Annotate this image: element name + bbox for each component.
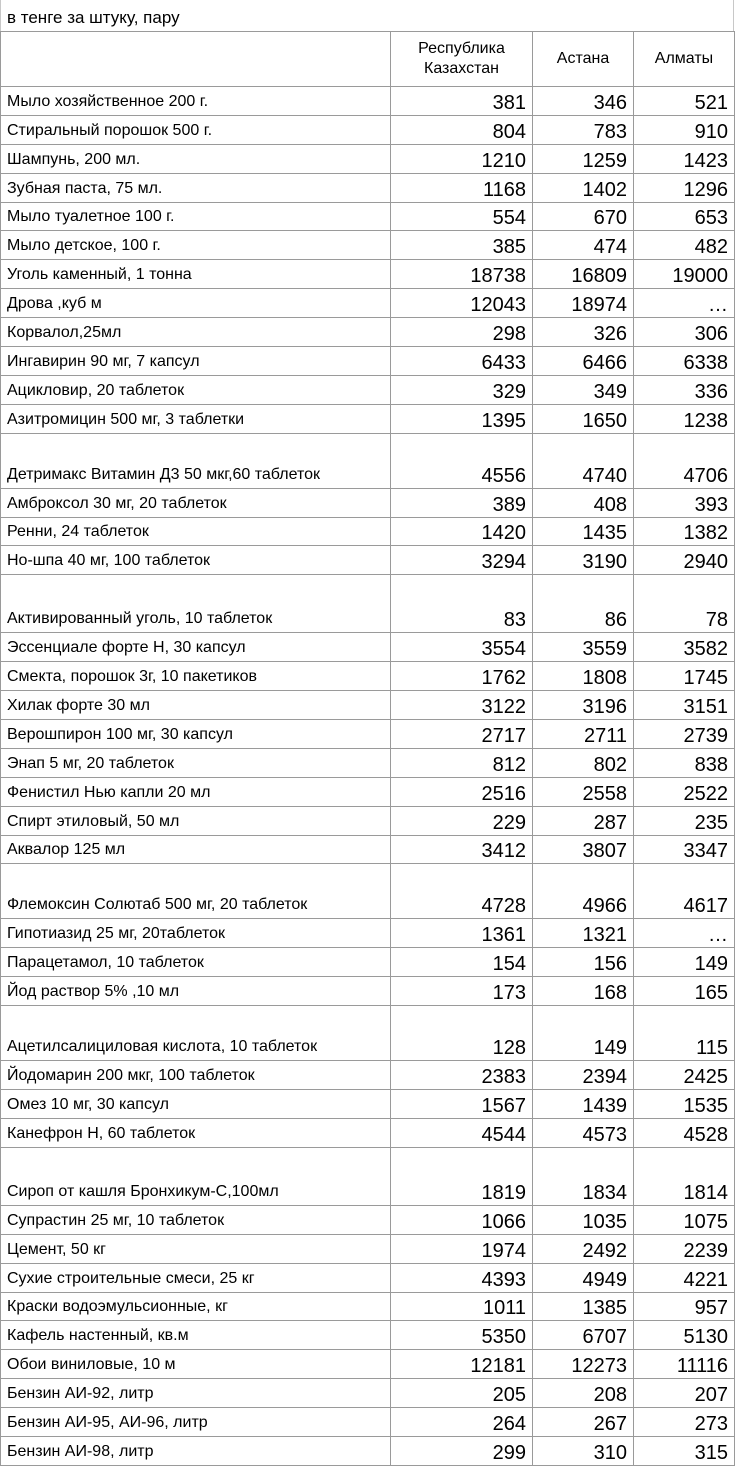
almaty-price-cell: 653 [634,202,735,231]
product-name-cell: Мыло детское, 100 г. [1,231,391,260]
kazakhstan-price-cell: 2717 [391,720,533,749]
almaty-price-cell: 115 [634,1006,735,1061]
kazakhstan-price-cell: 385 [391,231,533,260]
almaty-price-cell: 2940 [634,546,735,575]
astana-price-cell: 1439 [533,1090,634,1119]
astana-price-cell: 1435 [533,517,634,546]
astana-price-cell: 149 [533,1006,634,1061]
kazakhstan-price-cell: 83 [391,575,533,633]
product-name-cell: Спирт этиловый, 50 мл [1,806,391,835]
product-name-cell: Детримакс Витамин Д3 50 мкг,60 таблеток [1,433,391,488]
table-row [1,1147,735,1205]
product-name-cell: Зубная паста, 75 мл. [1,173,391,202]
kazakhstan-price-cell: 1361 [391,919,533,948]
kazakhstan-price-cell: 1762 [391,662,533,691]
table-row [1,1379,735,1408]
almaty-price-cell: 11116 [634,1350,735,1379]
product-name-cell: Корвалол,25мл [1,318,391,347]
product-name-cell: Аквалор 125 мл [1,835,391,864]
kazakhstan-price-cell: 1974 [391,1234,533,1263]
almaty-price-cell: … [634,919,735,948]
table-row [1,260,735,289]
almaty-price-cell: 273 [634,1408,735,1437]
almaty-price-cell: 1535 [634,1090,735,1119]
almaty-price-cell: 1382 [634,517,735,546]
kazakhstan-price-cell: 1395 [391,404,533,433]
astana-price-cell: 802 [533,748,634,777]
table-row [1,691,735,720]
kazakhstan-price-cell: 298 [391,318,533,347]
astana-price-cell: 2711 [533,720,634,749]
product-name-cell: Смекта, порошок 3г, 10 пакетиков [1,662,391,691]
product-name-cell: Флемоксин Солютаб 500 мг, 20 таблеток [1,864,391,919]
kazakhstan-price-cell: 1567 [391,1090,533,1119]
astana-price-cell: 208 [533,1379,634,1408]
product-name-cell: Йод раствор 5% ,10 мл [1,977,391,1006]
astana-price-cell: 1259 [533,144,634,173]
almaty-price-cell: 910 [634,115,735,144]
almaty-price-cell: 521 [634,87,735,116]
almaty-price-cell: 4617 [634,864,735,919]
product-name-cell: Энап 5 мг, 20 таблеток [1,748,391,777]
almaty-price-cell: 2522 [634,777,735,806]
product-name-cell: Амброксол 30 мг, 20 таблеток [1,488,391,517]
almaty-price-cell: 1238 [634,404,735,433]
almaty-price-cell: 5130 [634,1321,735,1350]
kazakhstan-price-cell: 1420 [391,517,533,546]
almaty-price-cell: 4221 [634,1263,735,1292]
almaty-price-cell: 1745 [634,662,735,691]
table-row [1,144,735,173]
product-name-cell: Ингавирин 90 мг, 7 капсул [1,347,391,376]
table-row [1,919,735,948]
astana-price-cell: 670 [533,202,634,231]
product-name-cell: Верошпирон 100 мг, 30 капсул [1,720,391,749]
almaty-price-cell: 3151 [634,691,735,720]
kazakhstan-price-cell: 205 [391,1379,533,1408]
almaty-price-cell: 838 [634,748,735,777]
almaty-price-cell: 1814 [634,1147,735,1205]
product-name-cell: Омез 10 мг, 30 капсул [1,1090,391,1119]
astana-price-cell: 783 [533,115,634,144]
almaty-price-cell: 957 [634,1292,735,1321]
product-name-cell: Уголь каменный, 1 тонна [1,260,391,289]
almaty-price-cell: 3347 [634,835,735,864]
almaty-price-cell: 1296 [634,173,735,202]
product-name-cell: Ренни, 24 таблеток [1,517,391,546]
product-name-cell: Хилак форте 30 мл [1,691,391,720]
table-row [1,1090,735,1119]
table-row [1,1205,735,1234]
kazakhstan-price-cell: 812 [391,748,533,777]
astana-price-cell: 1321 [533,919,634,948]
kazakhstan-price-cell: 3554 [391,633,533,662]
astana-price-cell: 346 [533,87,634,116]
almaty-price-cell: 306 [634,318,735,347]
table-row [1,633,735,662]
kazakhstan-price-cell: 154 [391,948,533,977]
almaty-price-cell: 4528 [634,1118,735,1147]
table-row [1,173,735,202]
table-row [1,777,735,806]
table-body [1,87,735,1466]
astana-price-cell: 474 [533,231,634,260]
kazakhstan-price-cell: 18738 [391,260,533,289]
header-row [1,32,735,87]
almaty-price-cell: 1423 [634,144,735,173]
product-name-cell: Мыло туалетное 100 г. [1,202,391,231]
almaty-price-cell: 2239 [634,1234,735,1263]
astana-price-cell: 4966 [533,864,634,919]
product-name-cell: Шампунь, 200 мл. [1,144,391,173]
almaty-price-cell: 393 [634,488,735,517]
table-row [1,375,735,404]
kazakhstan-price-cell: 264 [391,1408,533,1437]
table-row [1,433,735,488]
table-row [1,835,735,864]
table-row [1,1061,735,1090]
astana-price-cell: 18974 [533,289,634,318]
table-row [1,318,735,347]
product-name-cell: Сироп от кашля Бронхикум-С,100мл [1,1147,391,1205]
product-name-cell: Краски водоэмульсионные, кг [1,1292,391,1321]
kazakhstan-price-cell: 299 [391,1436,533,1465]
table-row [1,948,735,977]
kazakhstan-price-cell: 6433 [391,347,533,376]
almaty-price-cell: 149 [634,948,735,977]
table-row [1,1321,735,1350]
astana-price-cell: 2394 [533,1061,634,1090]
table-row [1,748,735,777]
almaty-price-cell: 2425 [634,1061,735,1090]
astana-price-cell: 1035 [533,1205,634,1234]
table-row [1,1292,735,1321]
astana-price-cell: 86 [533,575,634,633]
astana-price-cell: 1834 [533,1147,634,1205]
astana-price-cell: 3559 [533,633,634,662]
astana-price-cell: 4949 [533,1263,634,1292]
header-almaty: Алматы [634,32,735,87]
table-row [1,87,735,116]
kazakhstan-price-cell: 1066 [391,1205,533,1234]
units-caption: в тенге за штуку, пару [7,8,180,27]
header-kazakhstan: Республика Казахстан [391,32,533,87]
product-name-cell: Бензин АИ-98, литр [1,1436,391,1465]
kazakhstan-price-cell: 3294 [391,546,533,575]
astana-price-cell: 1650 [533,404,634,433]
almaty-price-cell: 165 [634,977,735,1006]
product-name-cell: Парацетамол, 10 таблеток [1,948,391,977]
product-name-cell: Супрастин 25 мг, 10 таблеток [1,1205,391,1234]
astana-price-cell: 2492 [533,1234,634,1263]
astana-price-cell: 326 [533,318,634,347]
almaty-price-cell: 6338 [634,347,735,376]
table-row [1,662,735,691]
astana-price-cell: 1402 [533,173,634,202]
astana-price-cell: 3190 [533,546,634,575]
kazakhstan-price-cell: 1011 [391,1292,533,1321]
table-row [1,1234,735,1263]
astana-price-cell: 12273 [533,1350,634,1379]
kazakhstan-price-cell: 173 [391,977,533,1006]
product-name-cell: Сухие строительные смеси, 25 кг [1,1263,391,1292]
kazakhstan-price-cell: 229 [391,806,533,835]
table-row [1,488,735,517]
table-row [1,1263,735,1292]
astana-price-cell: 267 [533,1408,634,1437]
product-name-cell: Йодомарин 200 мкг, 100 таблеток [1,1061,391,1090]
table-row [1,1118,735,1147]
almaty-price-cell: 2739 [634,720,735,749]
table-row [1,115,735,144]
almaty-price-cell: 3582 [634,633,735,662]
astana-price-cell: 1808 [533,662,634,691]
almaty-price-cell: 207 [634,1379,735,1408]
astana-price-cell: 3807 [533,835,634,864]
kazakhstan-price-cell: 4728 [391,864,533,919]
kazakhstan-price-cell: 329 [391,375,533,404]
almaty-price-cell: 336 [634,375,735,404]
price-table [0,31,735,1466]
table-row [1,546,735,575]
kazakhstan-price-cell: 1819 [391,1147,533,1205]
kazakhstan-price-cell: 1210 [391,144,533,173]
product-name-cell: Азитромицин 500 мг, 3 таблетки [1,404,391,433]
astana-price-cell: 4740 [533,433,634,488]
table-row [1,977,735,1006]
kazakhstan-price-cell: 1168 [391,173,533,202]
almaty-price-cell: 4706 [634,433,735,488]
kazakhstan-price-cell: 3412 [391,835,533,864]
table-row [1,347,735,376]
product-name-cell: Дрова ,куб м [1,289,391,318]
product-name-cell: Стиральный порошок 500 г. [1,115,391,144]
almaty-price-cell: 235 [634,806,735,835]
table-row [1,289,735,318]
astana-price-cell: 6466 [533,347,634,376]
kazakhstan-price-cell: 4556 [391,433,533,488]
kazakhstan-price-cell: 5350 [391,1321,533,1350]
kazakhstan-price-cell: 12181 [391,1350,533,1379]
product-name-cell: Мыло хозяйственное 200 г. [1,87,391,116]
astana-price-cell: 6707 [533,1321,634,1350]
almaty-price-cell: 78 [634,575,735,633]
product-name-cell: Активированный уголь, 10 таблеток [1,575,391,633]
table-row [1,575,735,633]
kazakhstan-price-cell: 4544 [391,1118,533,1147]
table-row [1,202,735,231]
product-name-cell: Цемент, 50 кг [1,1234,391,1263]
kazakhstan-price-cell: 128 [391,1006,533,1061]
kazakhstan-price-cell: 3122 [391,691,533,720]
astana-price-cell: 1385 [533,1292,634,1321]
kazakhstan-price-cell: 804 [391,115,533,144]
kazakhstan-price-cell: 4393 [391,1263,533,1292]
kazakhstan-price-cell: 381 [391,87,533,116]
table-row [1,806,735,835]
astana-price-cell: 310 [533,1436,634,1465]
product-name-cell: Бензин АИ-95, АИ-96, литр [1,1408,391,1437]
astana-price-cell: 156 [533,948,634,977]
product-name-cell: Обои виниловые, 10 м [1,1350,391,1379]
astana-price-cell: 16809 [533,260,634,289]
caption-row [0,0,734,31]
astana-price-cell: 349 [533,375,634,404]
almaty-price-cell: 315 [634,1436,735,1465]
table-row [1,517,735,546]
product-name-cell: Фенистил Нью капли 20 мл [1,777,391,806]
product-name-cell: Эссенциале форте Н, 30 капсул [1,633,391,662]
astana-price-cell: 287 [533,806,634,835]
table-row [1,231,735,260]
product-name-cell: Но-шпа 40 мг, 100 таблеток [1,546,391,575]
table-row [1,1408,735,1437]
kazakhstan-price-cell: 2516 [391,777,533,806]
almaty-price-cell: 1075 [634,1205,735,1234]
table-row [1,720,735,749]
almaty-price-cell: 482 [634,231,735,260]
product-name-cell: Ацетилсалициловая кислота, 10 таблеток [1,1006,391,1061]
astana-price-cell: 2558 [533,777,634,806]
kazakhstan-price-cell: 389 [391,488,533,517]
table-row [1,864,735,919]
product-name-cell: Бензин АИ-92, литр [1,1379,391,1408]
kazakhstan-price-cell: 12043 [391,289,533,318]
table-row [1,1350,735,1379]
product-name-cell: Гипотиазид 25 мг, 20таблеток [1,919,391,948]
table-row [1,404,735,433]
table-row [1,1436,735,1465]
product-name-cell: Ацикловир, 20 таблеток [1,375,391,404]
product-name-cell: Канефрон Н, 60 таблеток [1,1118,391,1147]
almaty-price-cell: … [634,289,735,318]
almaty-price-cell: 19000 [634,260,735,289]
astana-price-cell: 4573 [533,1118,634,1147]
kazakhstan-price-cell: 554 [391,202,533,231]
astana-price-cell: 408 [533,488,634,517]
astana-price-cell: 168 [533,977,634,1006]
header-product [1,32,391,87]
table-row [1,1006,735,1061]
header-astana: Астана [533,32,634,87]
astana-price-cell: 3196 [533,691,634,720]
product-name-cell: Кафель настенный, кв.м [1,1321,391,1350]
kazakhstan-price-cell: 2383 [391,1061,533,1090]
